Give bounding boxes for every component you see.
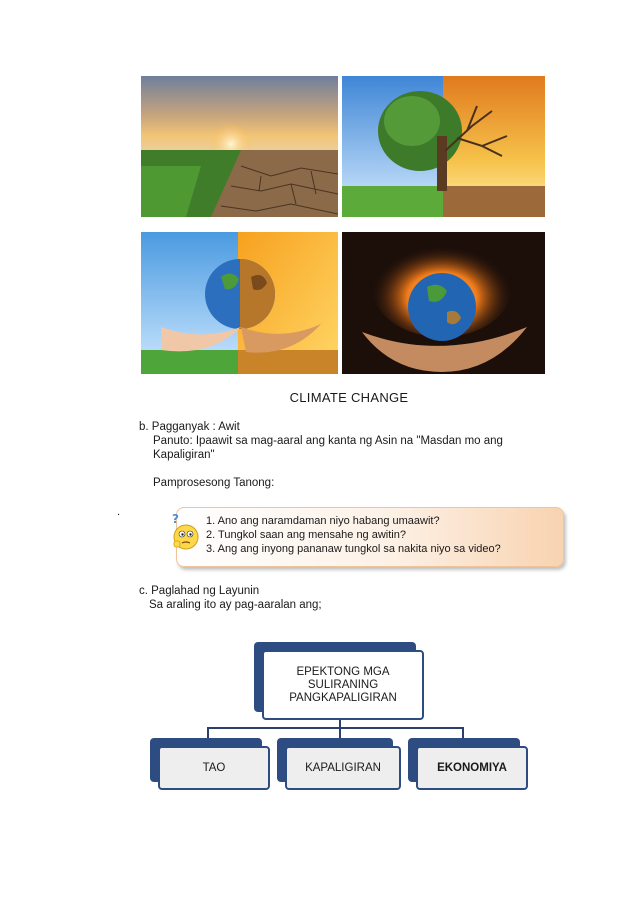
thinking-face-icon xyxy=(168,511,202,553)
org-box-tao xyxy=(158,746,270,790)
process-label: Pamprosesong Tanong: xyxy=(153,477,275,489)
org-root-box xyxy=(262,650,424,720)
question-3: 3. Ang ang inyong pananaw tungkol sa nakita niyo sa video? xyxy=(206,543,501,555)
question-1: 1. Ano ang naramdaman niyo habang umaawit? xyxy=(206,515,440,527)
question-2: 2. Tungkol saan ang mensahe ng awitin? xyxy=(206,529,406,541)
motivation-heading: b. Pagganyak : Awit xyxy=(139,421,240,433)
org-label-ekonomiya: EKONOMIYA xyxy=(437,761,507,774)
objectives-heading: c. Paglahad ng Layunin xyxy=(139,585,260,597)
org-root-line-1: EPEKTONG MGA xyxy=(296,665,390,678)
photo-half-tree xyxy=(342,76,545,217)
connector-horizontal xyxy=(207,727,464,729)
photo-burning-earth xyxy=(342,232,545,374)
org-label-kapaligiran: KAPALIGIRAN xyxy=(305,761,381,774)
org-root-line-3: PANGKAPALIGIRAN xyxy=(289,691,397,704)
org-box-kapaligiran xyxy=(285,746,401,790)
objectives-text: Sa araling ito ay pag-aaralan ang; xyxy=(149,599,322,611)
instruction-line-2: Kapaligiran" xyxy=(153,449,215,461)
org-label-tao: TAO xyxy=(202,761,226,774)
org-root-line-2: SULIRANING xyxy=(307,678,379,691)
bullet-dot: . xyxy=(117,506,121,518)
org-box-ekonomiya xyxy=(416,746,528,790)
image-caption: CLIMATE CHANGE xyxy=(289,390,409,405)
photo-field-drought xyxy=(141,76,338,217)
instruction-line-1: Panuto: Ipaawit sa mag-aaral ang kanta ng Asin na "Masdan mo ang xyxy=(153,435,503,447)
photo-hands-earth xyxy=(141,232,338,374)
svg-text:?: ? xyxy=(172,512,179,526)
